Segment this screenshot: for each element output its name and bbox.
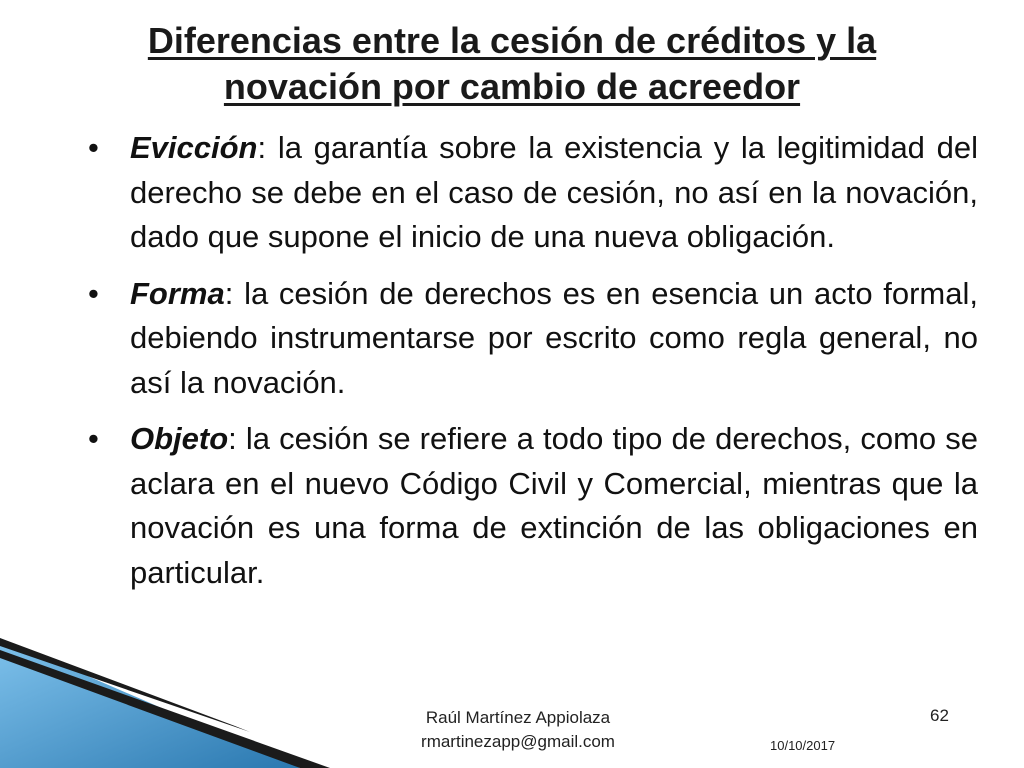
footer-author: Raúl Martínez Appiolaza [425,708,611,727]
corner-decoration-graphic [0,638,420,768]
footer-author-block [380,706,656,754]
bullet-item-objeto [88,417,978,595]
bullet-dot-icon: • [88,130,99,165]
bullet-separator: : [257,130,267,165]
bullet-item-eviccion [88,126,978,260]
footer-date: 10/10/2017 [770,738,836,753]
bullet-term: Objeto [130,421,229,456]
bullet-item-forma [88,272,978,406]
title-line-2: novación por cambio de acreedor [223,66,801,107]
bullet-text: la cesión se refiere a todo tipo de derechos, como se aclara en el nuevo Código Civil y Comercial, mientras que la novación es una forma de extinción de las obligaciones en particular. [130,421,978,590]
bullet-dot-icon: • [88,275,99,311]
footer-email: rmartinezapp@gmail.com [421,732,615,751]
page-number: 62 [930,706,949,725]
bullet-list [88,126,978,607]
bullet-separator: : [228,421,237,456]
bullet-text: la cesión de derechos es en esencia un acto formal, debiendo instrumentarse por escrito como regla general, no así la novación. [130,275,978,400]
bullet-separator: : [224,275,234,311]
bullet-text: la garantía sobre la existencia y la legitimidad del derecho se debe en el caso de cesión, no así en la novación, dado que supone el inicio de una nueva obligación. [130,130,978,254]
bullet-term: Forma [130,275,225,311]
bullet-dot-icon: • [88,421,99,456]
bullet-term: Evicción [130,130,258,165]
title-line-1: Diferencias entre la cesión de créditos y la [147,20,877,61]
slide-title [60,18,964,110]
